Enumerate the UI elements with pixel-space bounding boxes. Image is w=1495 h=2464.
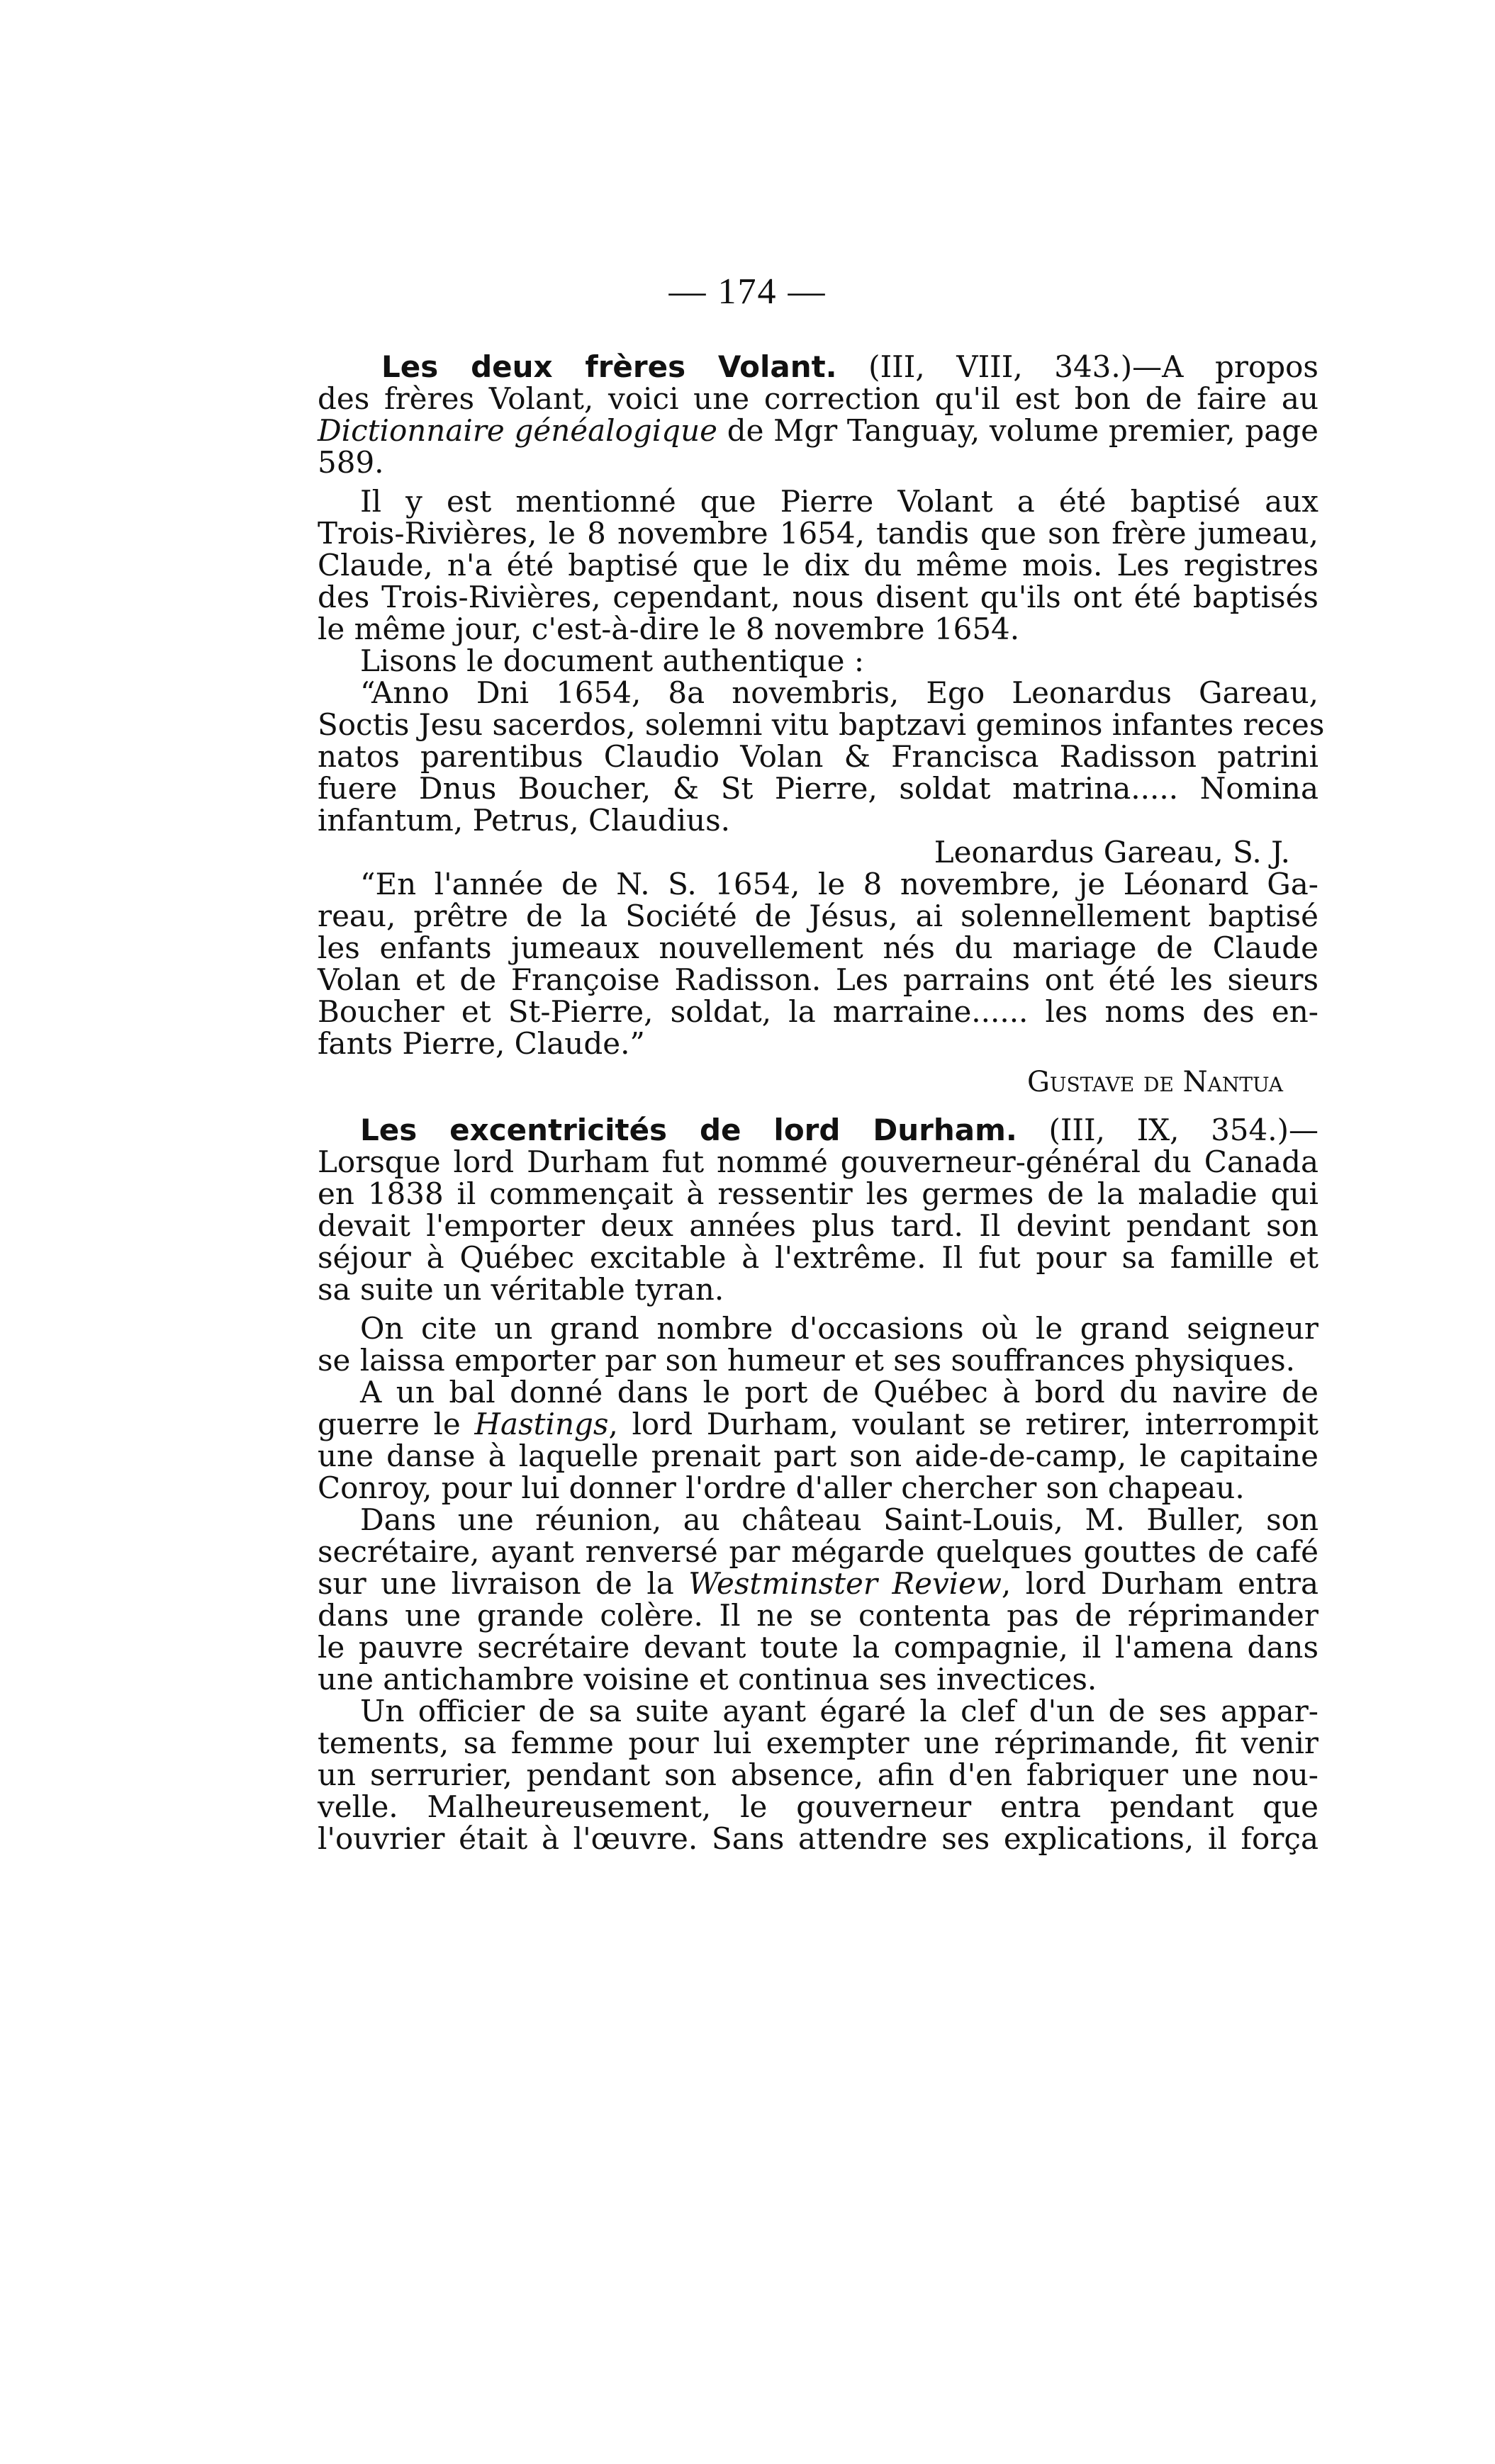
section2-line: devait l'emporter deux années plus tard. Il devint pendant son <box>318 1208 1318 1243</box>
latin-signature: Leonardus Gareau, S. J. <box>934 835 1290 870</box>
ship-name: Hastings <box>474 1407 609 1441</box>
section2-line: Un officier de sa suite ayant égaré la clef d'un de ses appar- <box>360 1694 1318 1728</box>
section2-line: une antichambre voisine et continua ses invectices. <box>318 1662 1097 1697</box>
section2-line: Dans une réunion, au château Saint-Louis, M. Buller, son <box>360 1502 1318 1537</box>
section2-line <box>318 1408 1318 1440</box>
section1-line: des Trois-Rivières, cependant, nous disent qu'ils ont été baptisés <box>318 580 1318 614</box>
section1-line: reau, prêtre de la Société de Jésus, ai solennellement baptisé <box>318 899 1318 933</box>
section2-line: On cite un grand nombre d'occasions où le grand seigneur <box>360 1311 1318 1346</box>
section2-line <box>318 1568 1318 1599</box>
section2-line-part: sur une livraison de la <box>318 1566 689 1601</box>
section2-heading-ref: (III, IX, 354.)— <box>1017 1113 1318 1147</box>
author-signature: Gustave de Nantua <box>1026 1066 1283 1098</box>
section1-line: Il y est mentionné que Pierre Volant a été baptisé aux <box>360 484 1318 519</box>
section1-line: Trois-Rivières, le 8 novembre 1654, tandis que son frère jumeau, <box>318 516 1318 551</box>
section2-line: Conroy, pour lui donner l'ordre d'aller chercher son chapeau. <box>318 1470 1245 1505</box>
section2-line: Lorsque lord Durham fut nommé gouverneur-général du Canada <box>318 1144 1318 1179</box>
section2-line: tements, sa femme pour lui exempter une réprimande, fit venir <box>318 1726 1318 1760</box>
section1-line: infantum, Petrus, Claudius. <box>318 803 730 838</box>
section2-line: une danse à laquelle prenait part son aide-de-camp, le capitaine <box>318 1439 1318 1473</box>
section1-line: “En l'année de N. S. 1654, le 8 novembre, je Léonard Ga- <box>360 867 1318 901</box>
section2-line-part: guerre le <box>318 1407 475 1441</box>
section2-line: dans une grande colère. Il ne se contenta pas de réprimander <box>318 1598 1318 1633</box>
section2-line: A un bal donné dans le port de Québec à bord du navire de <box>360 1375 1318 1410</box>
section1-line: Boucher et St-Pierre, soldat, la marraine...... les noms des en- <box>318 994 1318 1029</box>
section1-line <box>318 415 1318 446</box>
section1-line: fants Pierre, Claude.” <box>318 1026 645 1061</box>
section2-line-part: , lord Durham entra <box>1001 1566 1319 1601</box>
section2-line: sa suite un véritable tyran. <box>318 1272 724 1307</box>
section2-line: un serrurier, pendant son absence, afin d'en fabriquer une nou- <box>318 1757 1318 1792</box>
section2-line: séjour à Québec excitable à l'extrême. Il fut pour sa famille et <box>318 1240 1318 1275</box>
section2-line: le pauvre secrétaire devant toute la compagnie, il l'amena dans <box>318 1630 1318 1665</box>
text-column <box>318 349 1325 1856</box>
section1-line: fuere Dnus Boucher, & St Pierre, soldat matrina..... Nomina <box>318 771 1318 806</box>
section1-line: Volan et de Françoise Radisson. Les parrains ont été les sieurs <box>318 962 1318 997</box>
section1-line: 589. <box>318 445 384 480</box>
section1-line: les enfants jumeaux nouvellement nés du mariage de Claude <box>318 930 1318 965</box>
section2-line: se laissa emporter par son humeur et ses souffrances physiques. <box>318 1343 1296 1378</box>
section2-line-part: , lord Durham, voulant se retirer, interrompit <box>608 1407 1318 1441</box>
section1-line: Soctis Jesu sacerdos, solemni vitu baptzavi geminos infantes reces <box>318 707 1325 742</box>
section1-line: des frères Volant, voici une correction qu'il est bon de faire au <box>318 381 1318 416</box>
section1-heading: Les deux frères Volant. <box>381 349 837 384</box>
section1-line: “Anno Dni 1654, 8a novembris, Ego Leonardus Gareau, <box>360 675 1318 710</box>
section1-line: natos parentibus Claudio Volan & Francisca Radisson patrini <box>318 739 1318 774</box>
section1-heading-ref: (III, VIII, 343.)—A propos <box>836 349 1318 384</box>
section2-line: secrétaire, ayant renversé par mégarde quelques gouttes de café <box>318 1534 1318 1569</box>
review-name: Westminster Review <box>688 1566 1002 1601</box>
page-number: — 174 — <box>668 271 827 312</box>
section1-line-part: de Mgr Tanguay, volume premier, page <box>717 413 1318 448</box>
section1-line: Claude, n'a été baptisé que le dix du même mois. Les registres <box>318 548 1318 583</box>
section2-heading-line <box>318 1114 1318 1146</box>
section1-line: le même jour, c'est-à-dire le 8 novembre 1654. <box>318 612 1020 646</box>
section2-line: en 1838 il commençait à ressentir les germes de la maladie qui <box>318 1176 1318 1211</box>
italic-title: Dictionnaire généalogique <box>318 413 717 448</box>
section2-heading: Les excentricités de lord Durham. <box>360 1113 1017 1147</box>
section1-heading-line <box>318 351 1318 383</box>
section2-line: velle. Malheureusement, le gouverneur entra pendant que <box>318 1789 1318 1824</box>
section2-line: l'ouvrier était à l'œuvre. Sans attendre ses explications, il força <box>318 1821 1318 1856</box>
section1-line: Lisons le document authentique : <box>360 643 864 678</box>
